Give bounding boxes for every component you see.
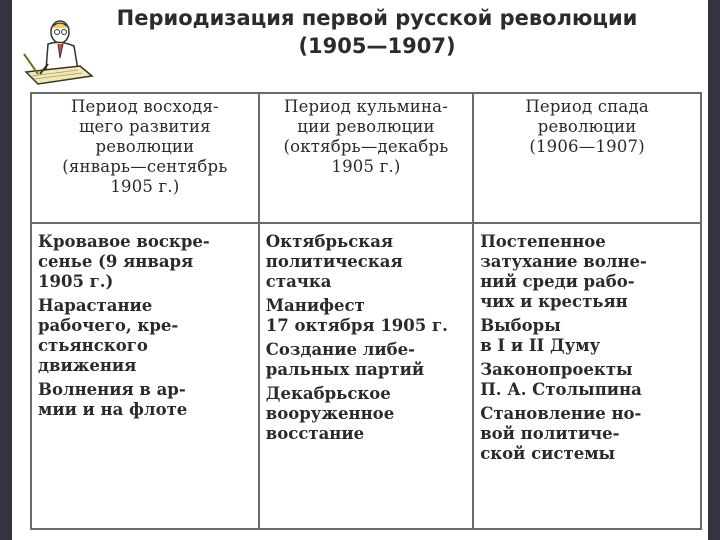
- slide: [12, 0, 708, 540]
- table-header-row: [31, 93, 701, 223]
- list-item: Создание либе- ральных партий: [265, 340, 425, 379]
- list-item: Нарастание рабочего, кре- стьянского движения: [38, 296, 179, 375]
- page-title: [82, 4, 672, 60]
- header-cell-decline: Период спада революции (1906—1907): [473, 93, 701, 223]
- list-item: Волнения в ар- мии и на флоте: [38, 380, 188, 419]
- title-line-1: Периодизация первой русской революции: [116, 6, 638, 30]
- right-frame-bar: [708, 0, 720, 540]
- column-decline: [473, 223, 701, 529]
- column-culmination: [259, 223, 473, 529]
- left-frame-bar: [0, 0, 12, 540]
- list-item: Постепенное затухание волне- ний среди рабо- чих и крестьян: [480, 232, 647, 311]
- list-item: Становление но- вой политиче- ской системы: [480, 404, 642, 463]
- header-cell-rising: Период восходя- щего развития революции (январь—сентябрь 1905 г.): [31, 93, 259, 223]
- header-cell-culmination: Период кульмина- ции революции (октябрь—декабрь 1905 г.): [259, 93, 473, 223]
- periodization-table: [30, 92, 702, 530]
- column-rising: [31, 223, 259, 529]
- title-line-2: (1905—1907): [298, 34, 456, 58]
- list-item: Выборы в I и II Думу: [480, 316, 601, 355]
- list-item: Кровавое воскре- сенье (9 января 1905 г.): [38, 232, 210, 291]
- list-item: Манифест 17 октября 1905 г.: [265, 296, 448, 335]
- table-body-row: [31, 223, 701, 529]
- list-item: Октябрьская политическая стачка: [265, 232, 403, 291]
- list-item: Законопроекты П. А. Столыпина: [480, 360, 642, 399]
- list-item: Декабрьское вооруженное восстание: [265, 384, 395, 443]
